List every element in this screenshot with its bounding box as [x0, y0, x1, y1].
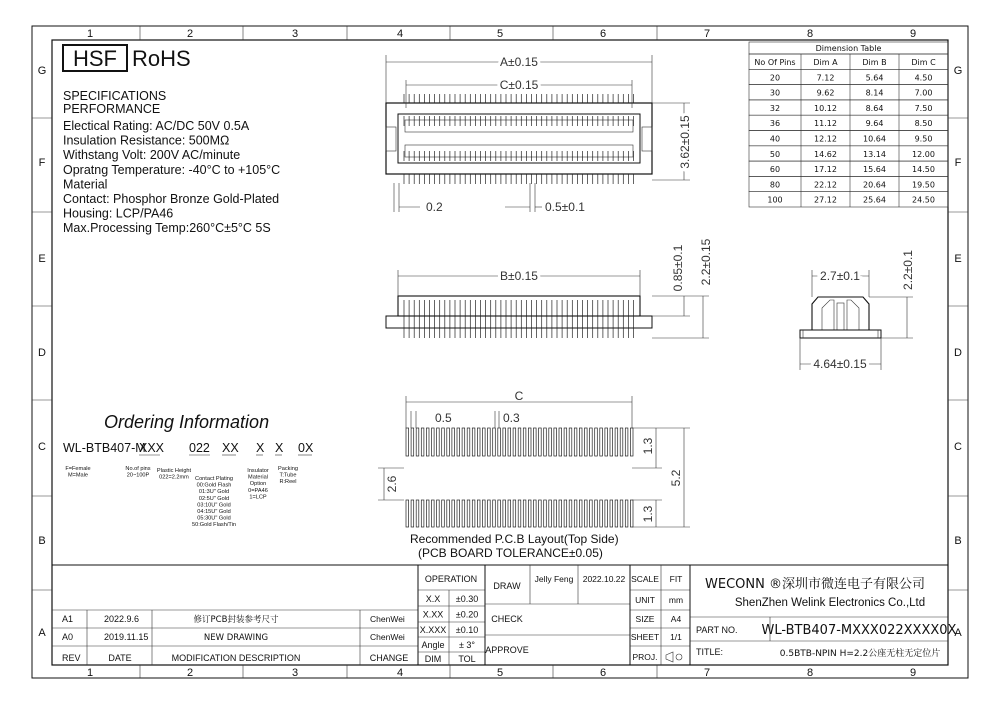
zone-col-top: 6 [599, 28, 607, 40]
spec-line: Electical Rating: AC/DC 50V 0.5A [63, 119, 250, 133]
dim-table-cell: 10.12 [814, 103, 837, 113]
part-no-label: PART NO. [696, 625, 738, 635]
svg-text:Contact Plating: Contact Plating [195, 476, 233, 482]
top-view-slot-bottom [405, 145, 633, 157]
zone-col-bottom: 8 [806, 667, 814, 679]
ordering-title: Ordering Information [104, 412, 270, 432]
zone-col-bottom: 5 [496, 667, 504, 679]
tolerance-dim: X.XXX [419, 624, 447, 635]
ordering-note [247, 468, 269, 500]
dim-table-cell: 100 [767, 195, 783, 205]
dim-table-cell: 12.12 [814, 134, 837, 144]
ordering-code-part: 022 [189, 441, 210, 455]
modification-header: MODIFICATION DESCRIPTION [171, 653, 301, 663]
dim-table-cell: 7.12 [816, 73, 835, 83]
ordering-code-part: X [275, 441, 284, 455]
rev-change: ChenWei [370, 632, 405, 642]
zone-row-right: G [953, 65, 963, 77]
top-view-end-left [386, 127, 396, 151]
projection-symbol [666, 652, 682, 662]
top-view-slot-top [405, 120, 633, 132]
dim-height-label: 3.62±0.15 [678, 115, 692, 169]
spec-line: Insulation Resistance: 500MΩ [63, 133, 230, 148]
pcb-dim-0-5-label: 0.5 [435, 411, 452, 425]
spec-heading-2: PERFORMANCE [63, 102, 161, 116]
svg-text:No.of pins: No.of pins [125, 466, 151, 472]
part-number: WL-BTB407-MXXX022XXXX0X [761, 623, 957, 638]
pcb-pads [406, 428, 633, 527]
date-header: DATE [108, 653, 132, 663]
dim-table-cell: 11.12 [814, 119, 837, 129]
unit-value: mm [668, 595, 684, 605]
rev-description: NEW DRAWING [203, 633, 269, 643]
zone-col-top: 1 [86, 28, 94, 40]
dim-2-7-label: 2.7±0.1 [820, 269, 860, 283]
scale-label: SCALE [631, 574, 659, 584]
company-name-cn: WECONN ®深圳市微连电子有限公司 [705, 577, 925, 592]
dim-table-cell: 5.64 [865, 73, 884, 83]
pcb-caption-1: Recommended P.C.B Layout(Top Side) [410, 532, 619, 546]
zone-col-top: 4 [396, 28, 404, 40]
zone-col-top: 5 [496, 28, 504, 40]
rev-date: 2019.11.15 [104, 632, 149, 642]
svg-text:02:5U" Gold: 02:5U" Gold [198, 495, 230, 502]
zone-row-left: F [38, 157, 46, 169]
side-view [800, 250, 915, 371]
spec-heading-1: SPECIFICATIONS [63, 89, 167, 103]
company-name-en: ShenZhen Welink Electronics Co.,Ltd [734, 597, 926, 609]
tolerance-dim: X.X [425, 594, 441, 604]
zone-col-top: 7 [703, 28, 711, 40]
dim-table-header: No Of Pins [754, 58, 796, 67]
sheet-value: 1/1 [670, 632, 682, 642]
dim-table-cell: 80 [769, 180, 781, 190]
dim-c-label: C±0.15 [499, 78, 539, 92]
title-block-text [62, 574, 957, 664]
rev-code: A1 [62, 614, 74, 624]
dim-table-cell: 30 [769, 88, 781, 98]
zone-row-right: C [954, 441, 962, 453]
tolerance-value: ±0.30 [455, 594, 479, 604]
dim-table-cell: 50 [769, 149, 781, 159]
spec-line: Opratng Temperature: -40°C to +105°C [63, 162, 281, 177]
tolerance-value: ± 3° [458, 640, 476, 651]
tol-header: TOL [458, 654, 476, 664]
dim-table-cell: 7.00 [914, 88, 933, 98]
svg-text:T:Tube: T:Tube [279, 472, 297, 479]
tolerance-dim: X.XX [422, 609, 444, 620]
dim-table-cell: 8.50 [914, 119, 933, 129]
change-header: CHANGE [369, 653, 409, 663]
svg-text:Insulator: Insulator [247, 468, 269, 474]
zone-row-left: E [38, 253, 46, 265]
spec-line: Withstang Volt: 200V AC/minute [63, 148, 241, 163]
front-view [386, 238, 713, 338]
dim-table-cell: 60 [769, 165, 781, 175]
zone-row-right: A [954, 627, 962, 639]
ordering-note [192, 476, 236, 528]
dim-a-label: A±0.15 [500, 55, 538, 69]
draw-date: 2022.10.22 [582, 574, 626, 584]
draw-label: DRAW [493, 581, 521, 591]
hsf-badge: HSF [73, 46, 117, 71]
dim-table-cell: 14.62 [814, 149, 837, 159]
dim-table-cell: 9.50 [914, 134, 933, 144]
dim-table-cell: 10.64 [863, 134, 886, 144]
zone-col-bottom: 7 [703, 667, 711, 679]
dimension-table [749, 42, 948, 207]
operation-label: OPERATION [424, 574, 478, 584]
top-view-end-right [642, 127, 652, 151]
svg-text:M=Male: M=Male [67, 472, 89, 479]
unit-label: UNIT [635, 595, 655, 605]
pcb-dim-5-2-label: 5.2 [669, 469, 683, 487]
dim-table-cell: 27.12 [814, 195, 837, 205]
rohs-badge: RoHS [132, 46, 191, 71]
spec-line: Material [63, 177, 108, 192]
spec-lines [63, 119, 280, 235]
ordering-code-part: XX [222, 441, 239, 455]
dim-table-title: Dimension Table [815, 44, 882, 53]
rev-description: 修订PCB封装参考尺寸 [193, 615, 279, 625]
svg-text:03:10U" Gold: 03:10U" Gold [197, 502, 231, 509]
dim-2-2-label: 2.2±0.15 [699, 238, 713, 286]
svg-text:05:30U" Gold: 05:30U" Gold [197, 515, 231, 522]
dim-4-64-label: 4.64±0.15 [813, 357, 867, 371]
spec-line: Contact: Phosphor Bronze Gold-Plated [63, 192, 280, 206]
dim-table-cell: 4.50 [914, 73, 933, 83]
rev-code: A0 [62, 632, 74, 642]
zone-row-left: G [37, 65, 47, 77]
dim-table-cell: 12.00 [912, 149, 935, 159]
side-view-housing [812, 297, 869, 330]
pcb-layout [378, 389, 690, 560]
spec-line: Max.Processing Temp:260°C±5°C 5S [63, 221, 271, 236]
dim-table-cell: 14.50 [912, 165, 935, 175]
dim-table-cell: 36 [769, 119, 781, 129]
tolerance-value: ±0.10 [455, 624, 479, 635]
svg-text:Packing: Packing [278, 466, 298, 472]
ordering-note [125, 466, 150, 479]
svg-text:R:Reel: R:Reel [279, 479, 297, 486]
svg-text:0=PA46: 0=PA46 [248, 487, 268, 494]
ordering-code-parts [139, 441, 314, 455]
pcb-dim-0-3-label: 0.3 [503, 411, 520, 425]
ordering-code-part: XXX [139, 441, 165, 455]
pcb-caption-2: (PCB BOARD TOLERANCE±0.05) [418, 546, 603, 560]
dim-0-2-label: 0.2 [426, 200, 443, 214]
zone-col-bottom: 4 [396, 667, 404, 679]
dim-2-2-side-label: 2.2±0.1 [901, 250, 915, 290]
pcb-dim-c-label: C [514, 389, 524, 403]
dim-header: DIM [424, 654, 442, 664]
proj-label: PROJ. [632, 652, 658, 662]
ordering-code-part: X [256, 441, 265, 455]
approve-label: APPROVE [485, 645, 529, 655]
tolerance-dim: Angle [421, 640, 445, 651]
dim-table-cell: 32 [769, 103, 781, 113]
dim-table-cell: 19.50 [912, 180, 935, 190]
dim-table-header: Dim B [862, 58, 887, 67]
zone-col-top: 9 [909, 28, 917, 40]
svg-text:022=2.2mm: 022=2.2mm [159, 474, 189, 481]
zone-col-bottom: 2 [186, 667, 194, 679]
dim-table-cell: 20.64 [863, 180, 886, 190]
ordering-notes [65, 466, 298, 528]
ordering-note [157, 468, 192, 481]
zone-row-right: D [954, 347, 962, 359]
drawer-name: Jelly Feng [534, 574, 574, 584]
dim-pitch-label: 0.5±0.1 [545, 200, 585, 214]
ordering-code-prefix: WL-BTB407-M [63, 441, 146, 455]
drawing-title: 0.5BTB-NPIN H=2.2公座无柱无定位片 [779, 649, 941, 659]
zone-row-right: F [954, 157, 962, 169]
zone-col-top: 3 [291, 28, 299, 40]
dim-table-cell: 7.50 [914, 103, 933, 113]
pcb-dim-1-3-bottom-label: 1.3 [641, 505, 655, 523]
rev-change: ChenWei [370, 614, 405, 624]
dim-b-label: B±0.15 [500, 269, 538, 283]
dim-table-cell: 13.14 [863, 149, 886, 159]
zone-col-bottom: 3 [291, 667, 299, 679]
svg-text:1=LCP: 1=LCP [249, 494, 267, 501]
check-label: CHECK [491, 614, 523, 624]
dim-0-85-label: 0.85±0.1 [671, 244, 685, 292]
dim-table-cell: 25.64 [863, 195, 886, 205]
ordering-note [65, 466, 90, 479]
svg-text:F=Female: F=Female [65, 466, 91, 472]
dim-table-header: Dim A [813, 58, 838, 67]
title-label: TITLE: [696, 647, 724, 657]
rev-header: REV [62, 653, 81, 663]
dim-table-cell: 17.12 [814, 165, 837, 175]
zone-col-bottom: 6 [599, 667, 607, 679]
zone-col-top: 8 [806, 28, 814, 40]
size-label: SIZE [635, 614, 655, 624]
sheet-label: SHEET [630, 632, 660, 642]
zone-row-left: A [38, 627, 46, 639]
top-view-pins [404, 94, 634, 184]
svg-text:Plastic Height: Plastic Height [156, 468, 192, 474]
dim-table-cell: 22.12 [814, 180, 837, 190]
dim-table-cell: 24.50 [912, 195, 935, 205]
svg-text:Option: Option [249, 481, 267, 488]
pcb-dim-2-6-label: 2.6 [385, 475, 399, 493]
size-value: A4 [670, 614, 682, 624]
svg-text:00:Gold Flash: 00:Gold Flash [196, 482, 232, 489]
ordering-note [278, 466, 298, 485]
svg-text:01:3U" Gold: 01:3U" Gold [198, 489, 230, 496]
zone-row-right: E [954, 253, 962, 265]
dim-table-header: Dim C [911, 58, 936, 67]
zone-row-left: B [38, 535, 46, 547]
zone-row-left: D [38, 347, 46, 359]
svg-text:20~100P: 20~100P [126, 472, 150, 479]
zone-row-left: C [38, 441, 46, 453]
top-view [386, 55, 692, 214]
svg-text:04:15U" Gold: 04:15U" Gold [197, 509, 231, 515]
dim-table-cell: 9.62 [816, 88, 835, 98]
scale-value: FIT [669, 574, 683, 584]
dim-table-cell: 8.64 [865, 103, 884, 113]
svg-text:Material: Material [248, 474, 268, 481]
zone-row-right: B [954, 535, 962, 547]
spec-line: Housing: LCP/PA46 [63, 206, 174, 221]
zone-col-top: 2 [186, 28, 194, 40]
dim-table-cell: 15.64 [863, 165, 886, 175]
zone-col-bottom: 1 [86, 667, 94, 679]
ordering-code-part: 0X [298, 441, 314, 455]
front-view-pins [404, 300, 634, 338]
pcb-dim-1-3-top-label: 1.3 [641, 437, 655, 455]
svg-text:50:Gold Flash/Tin: 50:Gold Flash/Tin [192, 522, 236, 529]
rev-date: 2022.9.6 [104, 614, 140, 624]
dim-table-cell: 20 [769, 73, 781, 83]
zone-col-bottom: 9 [909, 667, 917, 679]
dim-table-cell: 8.14 [865, 88, 884, 98]
tolerance-value: ±0.20 [455, 609, 479, 620]
dim-table-cell: 40 [769, 134, 781, 144]
front-view-base [386, 316, 652, 328]
dim-table-cell: 9.64 [865, 119, 884, 129]
